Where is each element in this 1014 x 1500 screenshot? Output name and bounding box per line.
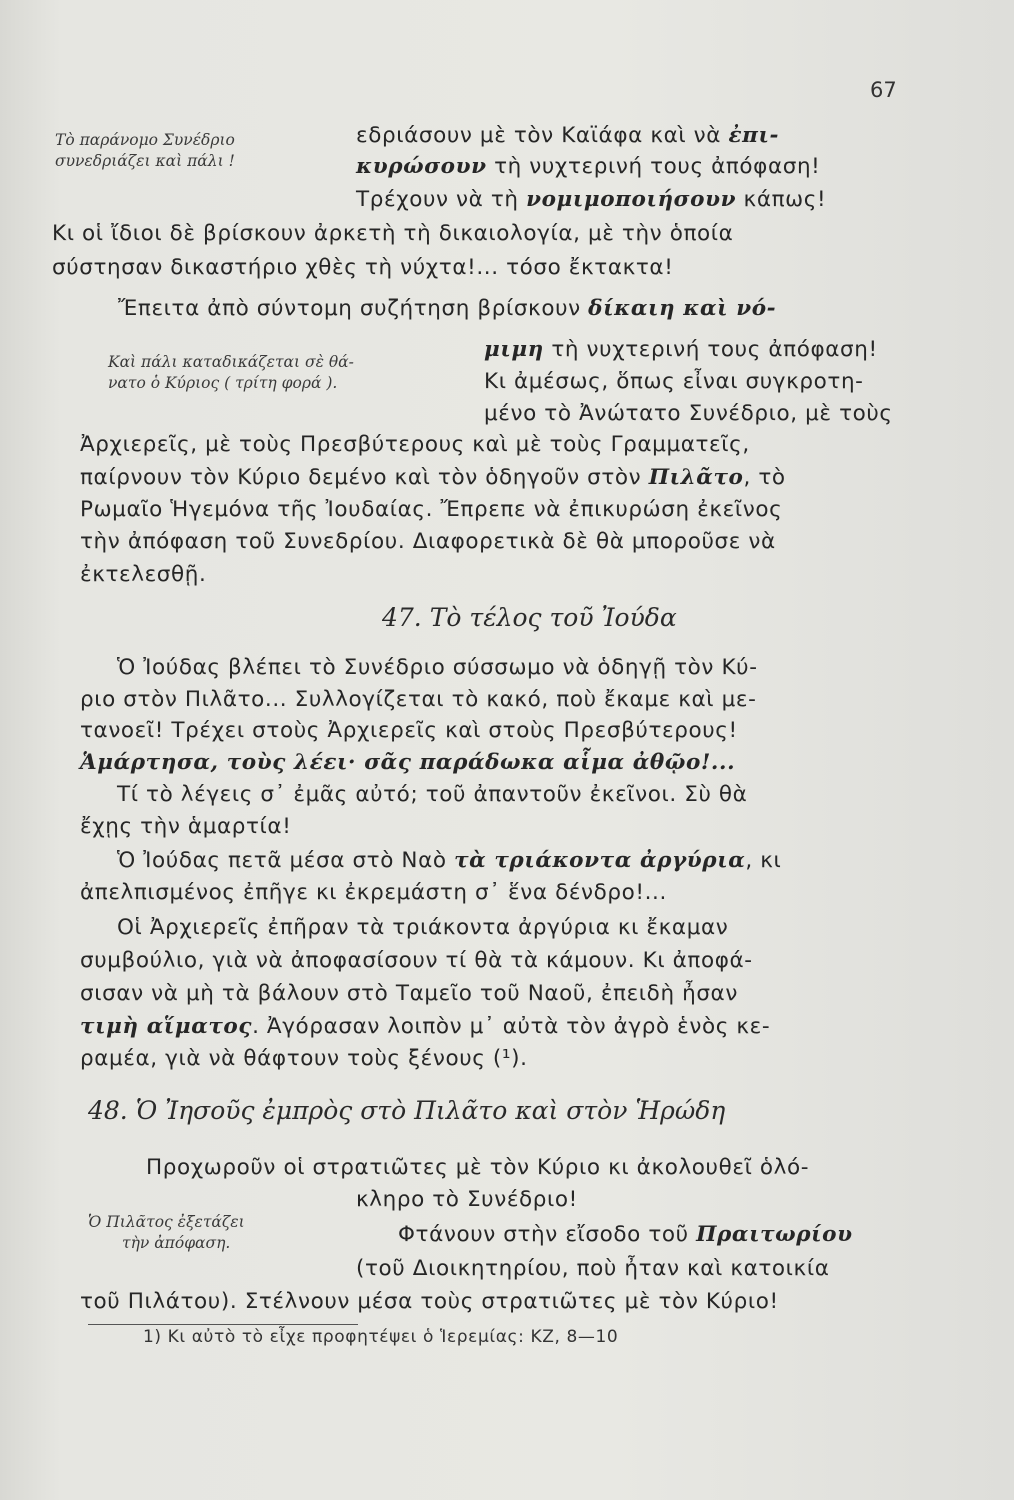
margin-note-line: συνεδριάζει καὶ πάλι ! [55, 152, 235, 170]
text-line: ραμέα, γιὰ νὰ θάφτουν τοὺς ξένους (¹). [80, 1046, 528, 1071]
text-line: Οἱ Ἀρχιερεῖς ἐπῆραν τὰ τριάκοντα ἀργύρια κι ἔκαμαν [117, 915, 729, 940]
text-line: Ἁμάρτησα, τοὺς λέει· σᾶς παράδωκα αἷμα ἀθῷο!... [80, 750, 736, 775]
text-line: τοῦ Πιλάτου). Στέλνουν μέσα τοὺς στρατιῶτες μὲ τὸν Κύριο! [80, 1289, 779, 1314]
text-line: μένο τὸ Ἀνώτατο Συνέδριο, μὲ τοὺς [484, 401, 893, 426]
text-line: σισαν νὰ μὴ τὰ βάλουν στὸ Ταμεῖο τοῦ Ναοῦ, ἐπειδὴ ἦσαν [80, 981, 738, 1006]
text-line: τὴν ἀπόφαση τοῦ Συνεδρίου. Διαφορετικὰ δὲ θὰ μποροῦσε νὰ [80, 529, 776, 554]
margin-note-line: Ὁ Πιλᾶτος ἐξετάζει [88, 1213, 245, 1231]
text-line: παίρνουν τὸν Κύριο δεμένο καὶ τὸν ὁδηγοῦν στὸν Πιλᾶτο, τὸ [80, 465, 786, 490]
section-heading-48: 48. Ὁ Ἰησοῦς ἐμπρὸς στὸ Πιλᾶτο καὶ στὸν Ἡρώδη [88, 1096, 726, 1125]
text-line: Ρωμαῖο Ἡγεμόνα τῆς Ἰουδαίας. Ἔπρεπε νὰ ἐπικυρώση ἐκεῖνος [80, 497, 783, 522]
text-line: ἐκτελεσθῇ. [80, 562, 207, 587]
text-line: Ἔπειτα ἀπὸ σύντομη συζήτηση βρίσκουν δίκαιη καὶ νό- [118, 296, 777, 321]
text-line: (τοῦ Διοικητηρίου, ποὺ ἦταν καὶ κατοικία [356, 1256, 830, 1281]
text-line: Κι οἱ ἴδιοι δὲ βρίσκουν ἀρκετὴ τὴ δικαιολογία, μὲ τὴν ὁποία [52, 221, 734, 246]
margin-note-line: νατο ὁ Κύριος ( τρίτη φορά ). [108, 374, 338, 392]
text-line: Φτάνουν στὴν εἴσοδο τοῦ Πραιτωρίου [398, 1222, 853, 1247]
page-number: 67 [870, 78, 897, 102]
text-line: Κι ἀμέσως, ὅπως εἶναι συγκροτη- [484, 369, 864, 394]
text-line: Ἀρχιερεῖς, μὲ τοὺς Πρεσβύτερους καὶ μὲ τοὺς Γραμματεῖς, [80, 432, 750, 457]
section-heading-47: 47. Τὸ τέλος τοῦ Ἰούδα [382, 603, 677, 632]
margin-note-condemned [108, 352, 354, 394]
text-line: ριο στὸν Πιλᾶτο... Συλλογίζεται τὸ κακό, ποὺ ἔκαμε καὶ με- [80, 687, 757, 712]
text-line: μιμη τὴ νυχτερινή τους ἀπόφαση! [484, 337, 878, 362]
margin-note-pilate [88, 1212, 245, 1254]
text-line: Προχωροῦν οἱ στρατιῶτες μὲ τὸν Κύριο κι ἀκολουθεῖ ὁλό- [146, 1155, 810, 1180]
margin-note-line: Καὶ πάλι καταδικάζεται σὲ θά- [108, 353, 354, 371]
text-line: κληρο τὸ Συνέδριο! [356, 1187, 578, 1212]
margin-note-line: τὴν ἀπόφαση. [122, 1234, 231, 1252]
text-line: Ὁ Ἰούδας βλέπει τὸ Συνέδριο σύσσωμο νὰ ὁδηγῇ τὸν Κύ- [117, 655, 758, 680]
text-line: συμβούλιο, γιὰ νὰ ἀποφασίσουν τί θὰ τὰ κάμουν. Κι ἀποφά- [80, 948, 753, 973]
text-line: κυρώσουν τὴ νυχτερινή τους ἀπόφαση! [356, 154, 821, 179]
text-line: ἀπελπισμένος ἐπῆγε κι ἐκρεμάστη σ᾽ ἕνα δένδρο!... [80, 880, 667, 905]
margin-note-line: Τὸ παράνομο Συνέδριο [55, 131, 235, 149]
text-line: σύστησαν δικαστήριο χθὲς τὴ νύχτα!... τόσο ἔκτακτα! [52, 255, 674, 280]
text-line: Τί τὸ λέγεις σ᾽ ἐμᾶς αὐτό; τοῦ ἀπαντοῦν ἐκεῖνοι. Σὺ θὰ [117, 782, 748, 807]
margin-note-council [55, 130, 235, 172]
text-line: τανοεῖ! Τρέχει στοὺς Ἀρχιερεῖς καὶ στοὺς Πρεσβύτερους! [80, 718, 738, 743]
text-line: Τρέχουν νὰ τὴ νομιμοποιήσουν κάπως! [356, 187, 827, 212]
text-line: Ὁ Ἰούδας πετᾶ μέσα στὸ Ναὸ τὰ τριάκοντα ἀργύρια, κι [117, 848, 782, 873]
text-line: ἔχῃς τὴν ἁμαρτία! [80, 814, 292, 839]
text-line: εδριάσουν μὲ τὸν Καϊάφα καὶ νὰ ἐπι- [356, 123, 780, 148]
footnote: 1) Κι αὐτὸ τὸ εἶχε προφητέψει ὁ Ἱερεμίας: ΚΖ, 8—10 [143, 1327, 619, 1347]
footnote-rule [88, 1324, 358, 1325]
text-line: τιμὴ αἵματος. Ἀγόρασαν λοιπὸν μ᾽ αὐτὰ τὸν ἀγρὸ ἑνὸς κε- [80, 1014, 771, 1039]
